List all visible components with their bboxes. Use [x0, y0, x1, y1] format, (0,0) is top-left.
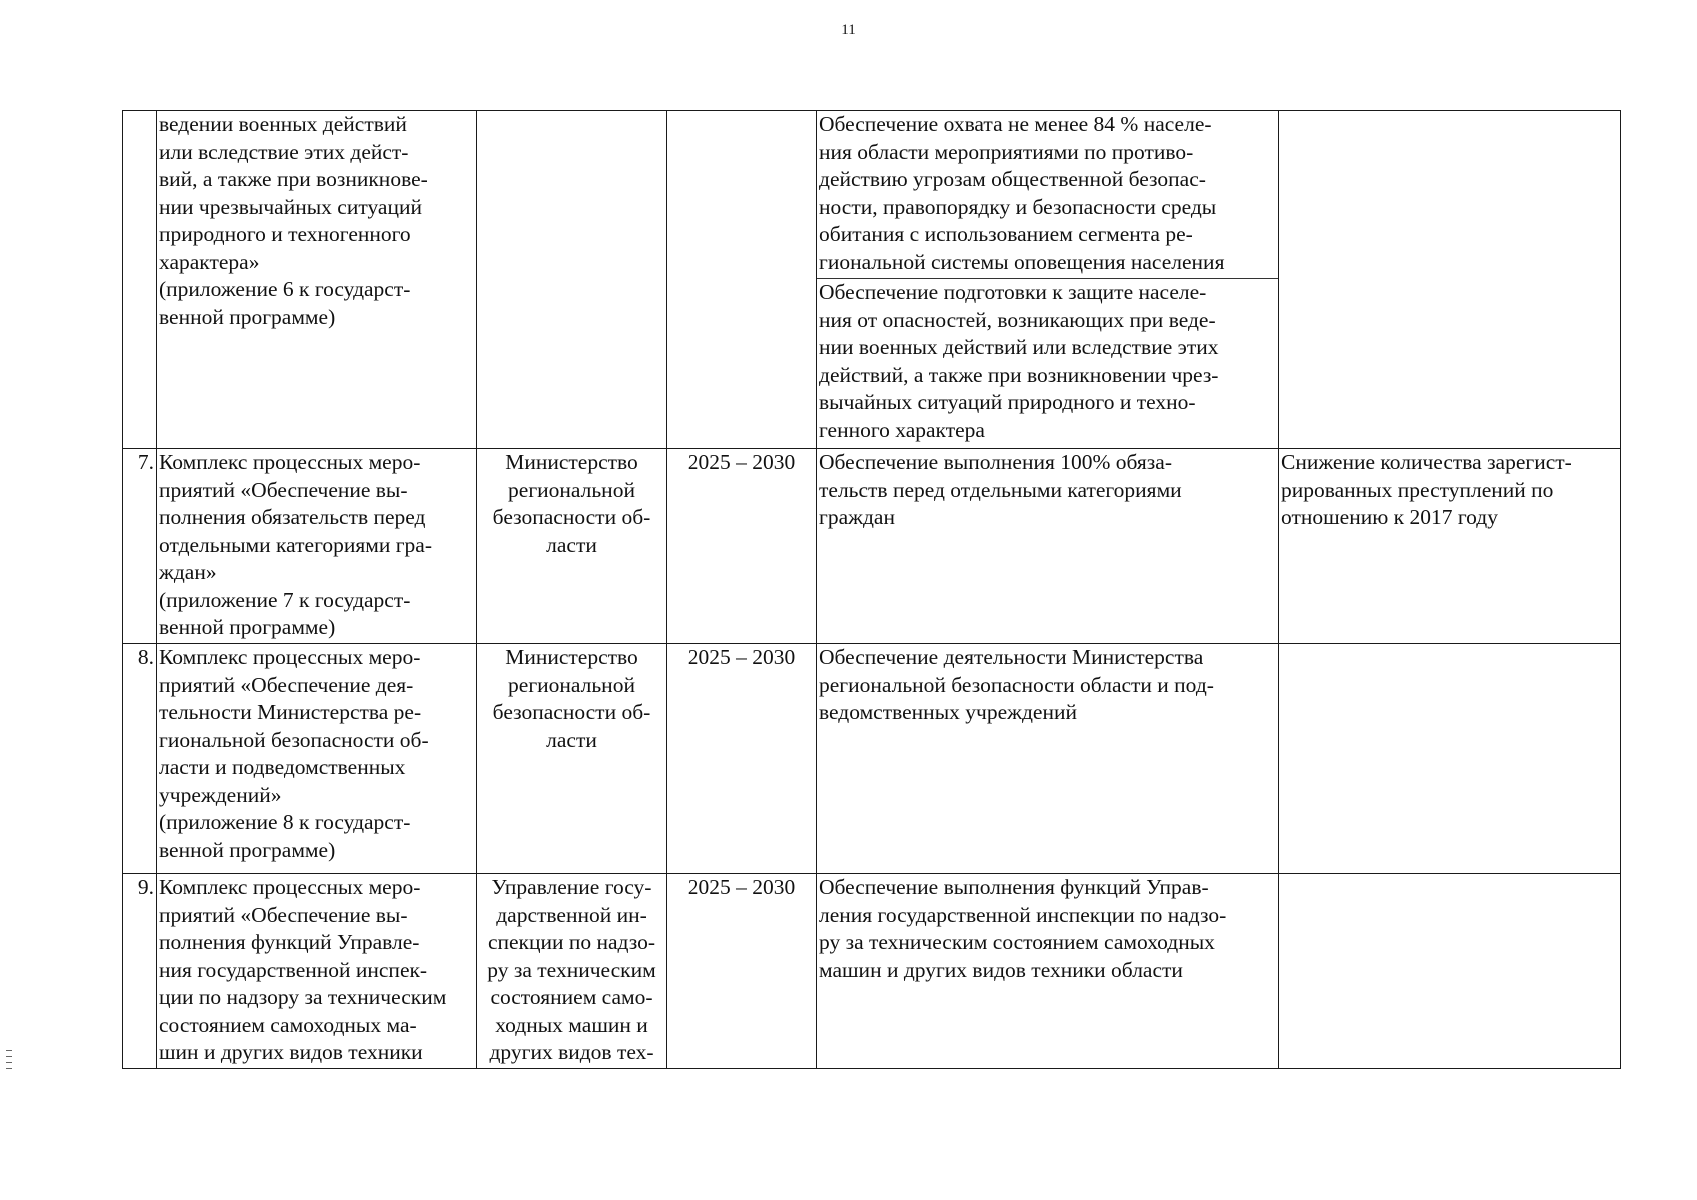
task-item: Обеспечение выполнения 100% обяза- тельств перед отдельными категориями граждан: [819, 450, 1182, 529]
row-tasks: [817, 449, 1279, 644]
table-row: [123, 449, 1621, 644]
row-name: Комплекс процессных меро- приятий «Обеспечение вы- полнения обязательств перед отдельными категориями гра- ждан» (приложение 7 к государст- венной программе): [157, 449, 477, 644]
row-responsible: [477, 111, 667, 449]
row-responsible: Управление госу- дарственной ин- спекции по надзо- ру за техническим состоянием само- ходных машин и других видов тех-: [477, 874, 667, 1069]
row-name: Комплекс процессных меро- приятий «Обеспечение дея- тельности Министерства ре- гиональной безопасности об- ласти и подведомственных учреждений» (приложение 8 к государст- венной программе): [157, 644, 477, 874]
row-tasks: [817, 111, 1279, 449]
task-item: Обеспечение деятельности Министерства региональной безопасности области и под- ведомственных учреждений: [819, 645, 1214, 724]
row-period: 2025 – 2030: [667, 449, 817, 644]
table-row: [123, 874, 1621, 1069]
table-row: [123, 111, 1621, 449]
row-responsible: Министерство региональной безопасности об- ласти: [477, 644, 667, 874]
task-item: Обеспечение охвата не менее 84 % населе- ния области мероприятиями по противо- действию угрозам общественной безопас- ности, правопорядку и безопасности среды обитания с использованием сегмента ре- гиональной системы оповещения населения: [817, 111, 1278, 279]
row-period: [667, 111, 817, 449]
program-structure-table: [122, 110, 1621, 1069]
row-number: 7.: [123, 449, 157, 644]
row-link: [1279, 644, 1621, 874]
row-link: [1279, 874, 1621, 1069]
scan-edge-marks: [6, 1050, 12, 1074]
task-item: Обеспечение выполнения функций Управ- ления государственной инспекции по надзо- ру за техническим состоянием самоходных машин и других видов техники области: [819, 875, 1227, 982]
row-tasks: [817, 874, 1279, 1069]
row-name: ведении военных действий или вследствие этих дейст- вий, а также при возникнове- нии чрезвычайных ситуаций природного и техногенного характера» (приложение 6 к государст- венной программе): [157, 111, 477, 449]
row-number: 9.: [123, 874, 157, 1069]
row-period: 2025 – 2030: [667, 644, 817, 874]
row-link: Снижение количества зарегист- рированных преступлений по отношению к 2017 году: [1279, 449, 1621, 644]
row-tasks: [817, 644, 1279, 874]
row-number: [123, 111, 157, 449]
row-period: 2025 – 2030: [667, 874, 817, 1069]
row-responsible: Министерство региональной безопасности об- ласти: [477, 449, 667, 644]
table-row: [123, 644, 1621, 874]
row-number: 8.: [123, 644, 157, 874]
page-number: 11: [841, 22, 856, 38]
row-name: Комплекс процессных меро- приятий «Обеспечение вы- полнения функций Управле- ния государственной инспек- ции по надзору за техническим состоянием самоходных ма- шин и других видов техники: [157, 874, 477, 1069]
task-item: Обеспечение подготовки к защите населе- ния от опасностей, возникающих при веде- нии военных действий или вследствие этих действий, а также при возникновении чрез- вычайных ситуаций природного и техно- генного характера: [819, 280, 1219, 442]
row-link: [1279, 111, 1621, 449]
